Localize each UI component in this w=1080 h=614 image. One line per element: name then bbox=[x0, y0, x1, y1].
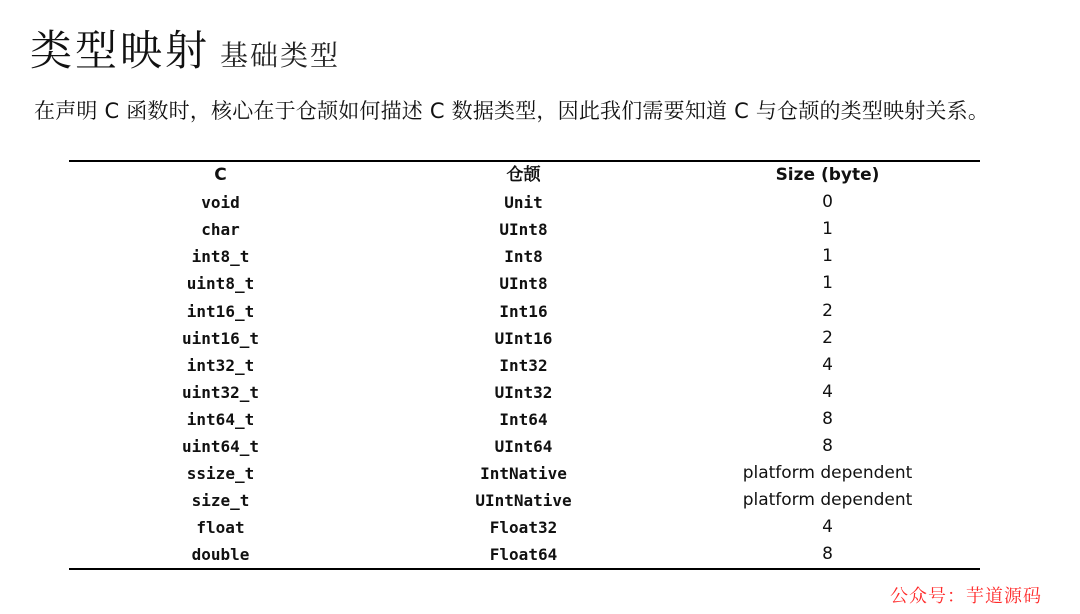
cell-c-type: int32_t bbox=[186, 355, 255, 375]
table-row bbox=[69, 243, 980, 270]
title-main: 类型映射 bbox=[30, 26, 211, 75]
cell-size: 4 bbox=[822, 354, 833, 375]
cell-c-type: double bbox=[191, 545, 250, 565]
table-row bbox=[69, 189, 980, 216]
table-row bbox=[69, 216, 980, 243]
cell-c-type: size_t bbox=[191, 491, 250, 511]
cell-c-type: void bbox=[201, 193, 240, 213]
cell-size: 2 bbox=[822, 327, 833, 348]
cell-size: 4 bbox=[822, 517, 833, 538]
cell-cangjie-type: UInt16 bbox=[494, 328, 553, 348]
cell-size: 4 bbox=[822, 381, 833, 402]
cell-cangjie-type: Int8 bbox=[504, 247, 543, 267]
cell-cangjie-type: Unit bbox=[504, 193, 543, 213]
cell-c-type: int64_t bbox=[186, 409, 255, 429]
cell-cangjie-type: Float64 bbox=[489, 545, 558, 565]
cell-c-type: uint32_t bbox=[181, 382, 260, 402]
cell-size: 1 bbox=[822, 219, 833, 240]
cell-cangjie-type: Int64 bbox=[499, 409, 548, 429]
table-row bbox=[69, 433, 980, 460]
title-subtitle: 基础类型 bbox=[220, 39, 341, 72]
cell-size: 1 bbox=[822, 246, 833, 267]
cell-c-type: char bbox=[201, 220, 240, 240]
type-mapping-table bbox=[69, 160, 980, 570]
page-title bbox=[30, 18, 340, 78]
table-row bbox=[69, 460, 980, 487]
cell-cangjie-type: Int32 bbox=[499, 355, 548, 375]
cell-c-type: int8_t bbox=[191, 247, 250, 267]
cell-size: 0 bbox=[822, 192, 833, 213]
cell-c-type: ssize_t bbox=[186, 464, 255, 484]
cell-c-type: int16_t bbox=[186, 301, 255, 321]
table-row bbox=[69, 297, 980, 324]
cell-c-type: uint64_t bbox=[181, 436, 260, 456]
cell-cangjie-type: UIntNative bbox=[475, 491, 572, 511]
cell-c-type: float bbox=[196, 518, 245, 538]
header-c: C bbox=[214, 165, 227, 186]
cell-cangjie-type: UInt8 bbox=[499, 274, 548, 294]
table-header-row bbox=[69, 162, 980, 189]
cell-size: 8 bbox=[822, 544, 833, 565]
intro-paragraph: 在声明 C 函数时，核心在于仓颉如何描述 C 数据类型，因此我们需要知道 C 与仓颉的类型映射关系。 bbox=[34, 99, 990, 123]
table-row bbox=[69, 406, 980, 433]
cell-cangjie-type: Float32 bbox=[489, 518, 558, 538]
cell-cangjie-type: IntNative bbox=[480, 464, 567, 484]
cell-cangjie-type: UInt64 bbox=[494, 436, 553, 456]
table-row bbox=[69, 352, 980, 379]
cell-cangjie-type: Int16 bbox=[499, 301, 548, 321]
cell-c-type: uint8_t bbox=[186, 274, 255, 294]
table-row bbox=[69, 487, 980, 514]
cell-size: 8 bbox=[822, 408, 833, 429]
table-row bbox=[69, 541, 980, 568]
cell-cangjie-type: UInt8 bbox=[499, 220, 548, 240]
cell-size: 1 bbox=[822, 273, 833, 294]
header-size: Size (byte) bbox=[775, 165, 880, 186]
cell-c-type: uint16_t bbox=[181, 328, 260, 348]
header-cangjie: 仓颉 bbox=[506, 165, 541, 186]
table-row bbox=[69, 270, 980, 297]
cell-size: platform dependent bbox=[742, 463, 913, 484]
table-row bbox=[69, 379, 980, 406]
table-row bbox=[69, 514, 980, 541]
cell-size: 2 bbox=[822, 300, 833, 321]
cell-size: platform dependent bbox=[742, 490, 913, 511]
table-row bbox=[69, 325, 980, 352]
watermark: 公众号：芋道源码 bbox=[890, 586, 1042, 607]
cell-size: 8 bbox=[822, 435, 833, 456]
cell-cangjie-type: UInt32 bbox=[494, 382, 553, 402]
